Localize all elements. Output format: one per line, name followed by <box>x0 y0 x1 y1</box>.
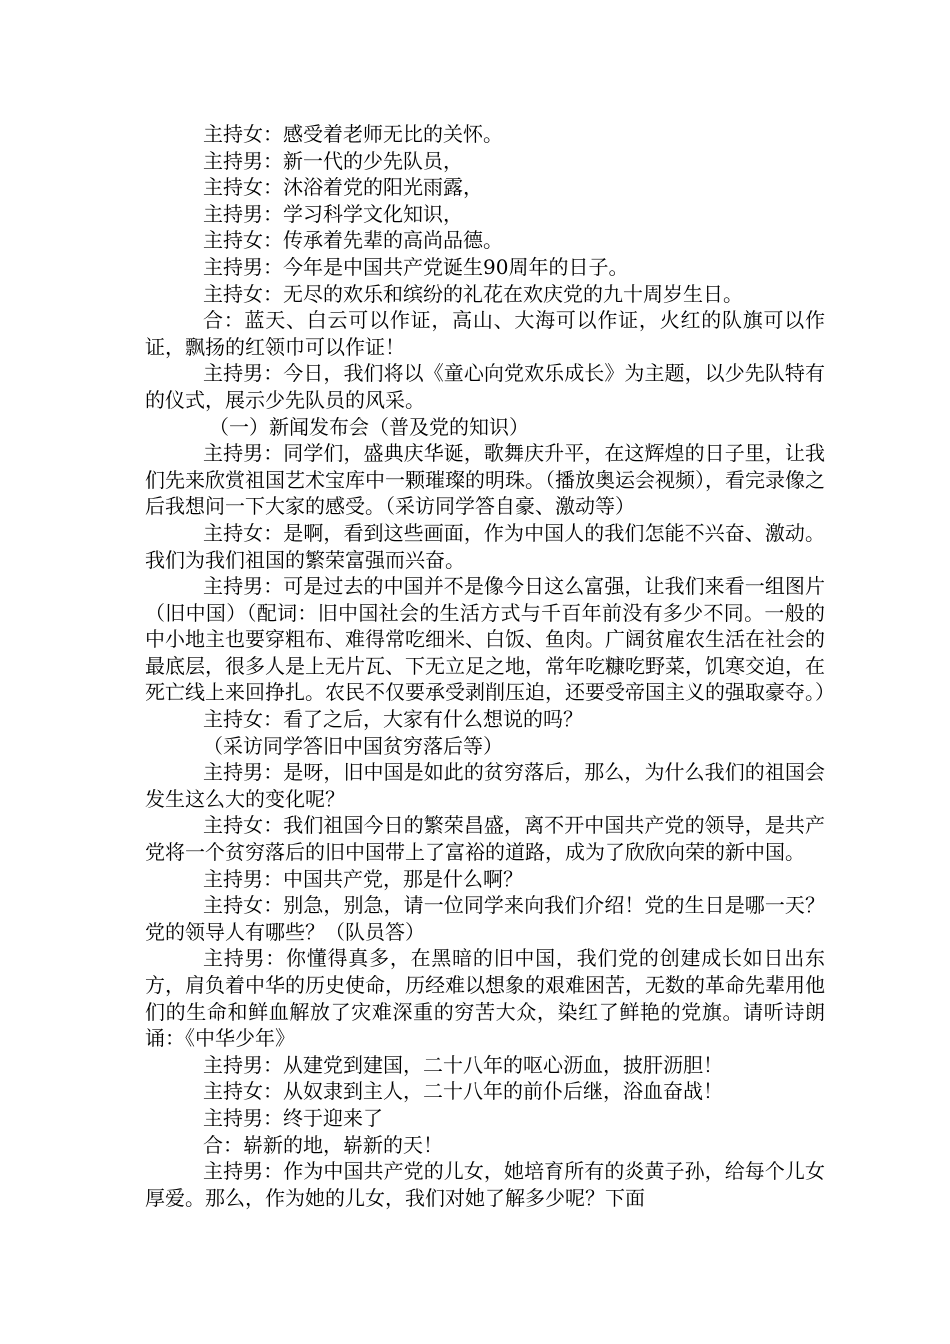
paragraph: 主持女：感受着老师无比的关怀。 <box>203 122 503 146</box>
paragraph: 主持男：今日，我们将以《童心向党欢乐成长》为主题，以少先队特有的仪式，展示少先队员的风采。 <box>145 361 825 412</box>
paragraph: 主持男：中国共产党，那是什么啊？ <box>203 866 523 891</box>
paragraph: 主持男：可是过去的中国并不是像今日这么富强，让我们来看一组图片（旧中国）（配词：旧中国社会的生活方式与千百年前没有多少不同。一般的中小地主也要穿粗布、难得常吃细米、白饭、鱼肉。广阔贫雇农生活在社会的最底层，很多人是上无片瓦、下无立足之地，常年吃糠吃野菜，饥寒交迫，在死亡线上来回挣扎。农民不仅要承受剥削压迫，还要受帝国主义的强取豪夺。） <box>145 574 835 705</box>
paragraph: 主持男：终于迎来了 <box>203 1105 383 1130</box>
paragraph: 主持男：你懂得真多，在黑暗的旧中国，我们党的创建成长如日出东方，肩负着中华的历史使命，历经难以想象的艰难困苦，无数的革命先辈用他们的生命和鲜血解放了灾难深重的穷苦大众，染红了鲜艳的党旗。请听诗朗诵：《中华少年》 <box>145 946 825 1051</box>
section-heading: （一）新闻发布会（普及党的知识） <box>209 414 529 439</box>
paragraph: 主持男：新一代的少先队员， <box>203 148 463 173</box>
paragraph: 主持女：别急，别急，请一位同学来向我们介绍！党的生日是哪一天？党的领导人有哪些？（队员答） <box>145 893 825 944</box>
paragraph: 主持女：从奴隶到主人，二十八年的前仆后继，浴血奋战！ <box>203 1079 723 1104</box>
paragraph: 合：蓝天、白云可以作证，高山、大海可以作证，火红的队旗可以作证，飘扬的红领巾可以作证！ <box>145 308 825 359</box>
paragraph: 主持女：看了之后，大家有什么想说的吗？ <box>203 707 583 732</box>
paragraph: 主持女：是啊，看到这些画面，作为中国人的我们怎能不兴奋、激动。我们为我们祖国的繁荣富强而兴奋。 <box>145 520 825 572</box>
paragraph: （采访同学答旧中国贫穷落后等） <box>203 733 503 758</box>
paragraph: 主持男：作为中国共产党的儿女，她培育所有的炎黄子孙，给每个儿女厚爱。那么，作为她的儿女，我们对她了解多少呢？下面 <box>145 1159 825 1210</box>
paragraph: 主持男：学习科学文化知识， <box>203 201 463 226</box>
paragraph: 主持女：传承着先辈的高尚品德。 <box>203 228 503 253</box>
paragraph: 主持女：沐浴着党的阳光雨露， <box>203 175 483 200</box>
document-body <box>145 121 835 1211</box>
paragraph: 主持女：无尽的欢乐和缤纷的礼花在欢庆党的九十周岁生日。 <box>203 281 743 306</box>
paragraph: 主持男：是呀，旧中国是如此的贫穷落后，那么，为什么我们的祖国会发生这么大的变化呢？ <box>145 760 825 811</box>
paragraph: 主持女：我们祖国今日的繁荣昌盛，离不开中国共产党的领导，是共产党将一个贫穷落后的旧中国带上了富裕的道路，成为了欣欣向荣的新中国。 <box>145 813 825 865</box>
paragraph: 主持男：今年是中国共产党诞生90周年的日子。 <box>203 254 629 279</box>
paragraph: 合：崭新的地，崭新的天！ <box>203 1132 443 1157</box>
paragraph: 主持男：从建党到建国，二十八年的呕心沥血，披肝沥胆！ <box>203 1052 723 1077</box>
paragraph: 主持男：同学们，盛典庆华诞，歌舞庆升平，在这辉煌的日子里，让我们先来欣赏祖国艺术宝库中一颗璀璨的明珠。（播放奥运会视频），看完录像之后我想问一下大家的感受。（采访同学答自豪、激动等） <box>145 441 825 519</box>
